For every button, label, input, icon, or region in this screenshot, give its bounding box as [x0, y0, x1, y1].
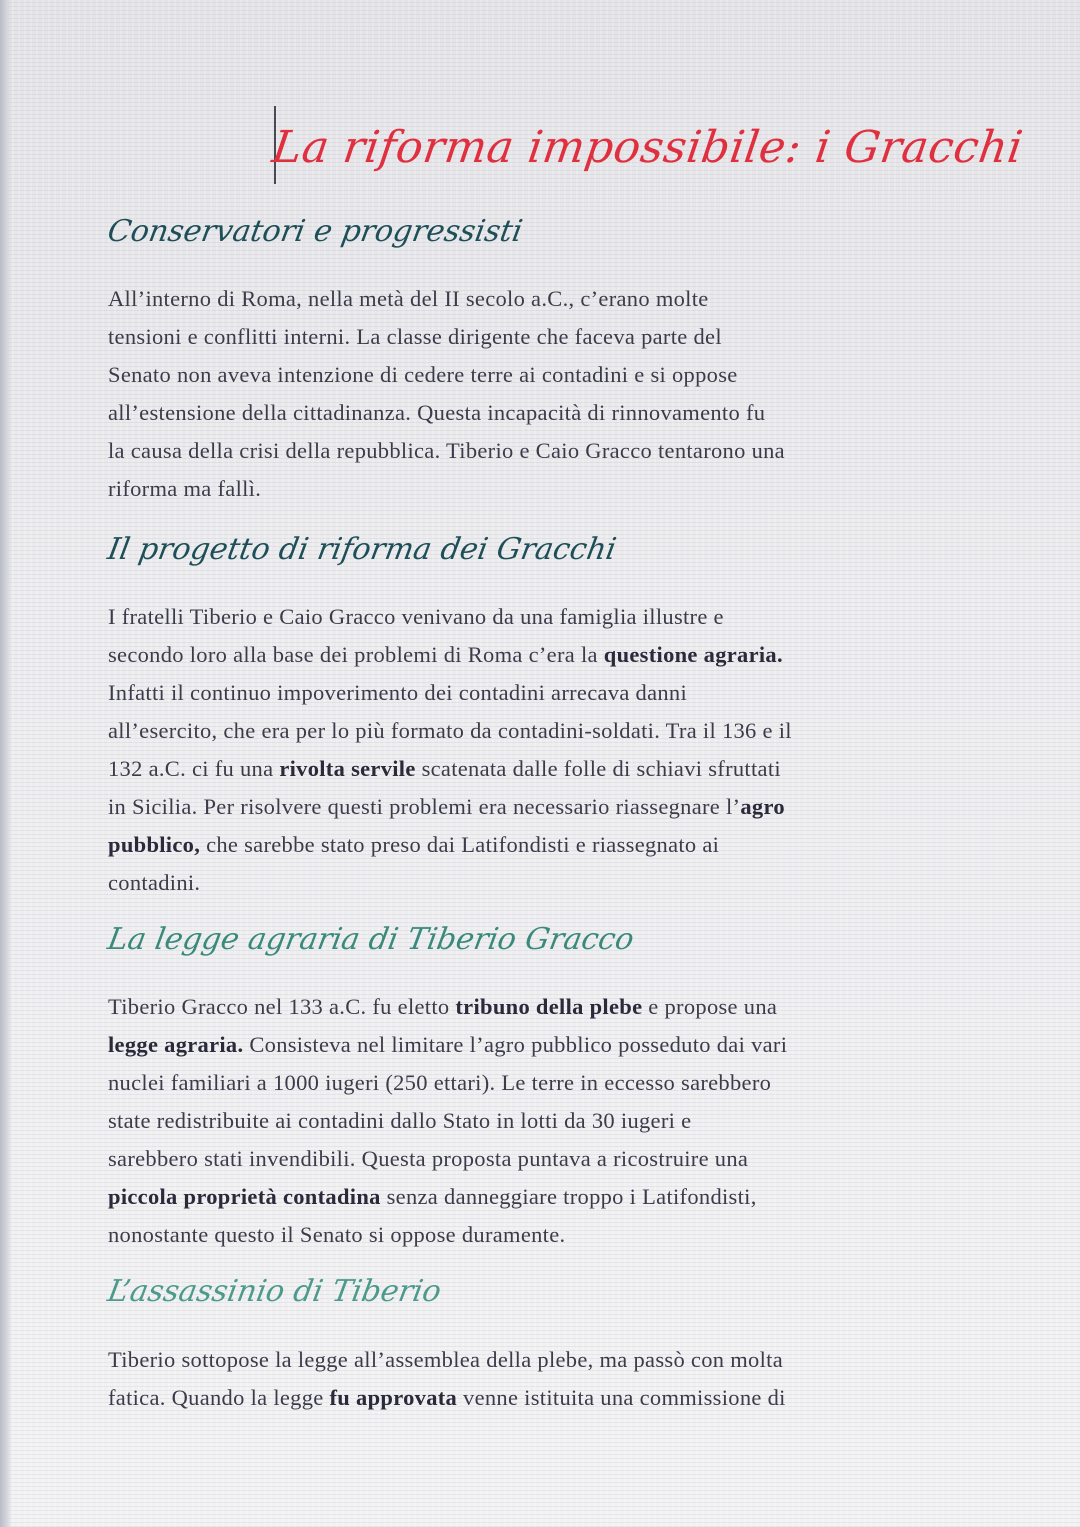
text-run: venne istituita una commissione di	[463, 1385, 786, 1410]
section-heading-legge-agraria: La legge agraria di Tiberio Gracco	[105, 922, 637, 957]
text-line: Infatti il continuo impoverimento dei contadini arrecava danni	[108, 680, 688, 705]
text-line	[108, 988, 998, 1026]
text-run: secondo loro alla base dei problemi di Roma c’era la	[108, 642, 598, 667]
text-run: che sarebbe stato preso dai Latifondisti e riassegnato ai	[206, 832, 720, 857]
text-line: tensioni e conflitti interni. La classe dirigente che faceva parte del	[108, 324, 722, 349]
bold-term: questione agraria.	[603, 642, 783, 667]
text-line: I fratelli Tiberio e Caio Gracco venivano da una famiglia illustre e	[108, 604, 724, 629]
section-text-progetto	[108, 598, 998, 902]
text-run: senza danneggiare troppo i Latifondisti,	[386, 1184, 757, 1209]
text-line: All’interno di Roma, nella metà del II secolo a.C., c’erano molte	[108, 286, 709, 311]
text-line	[108, 636, 998, 674]
text-line: Tiberio sottopose la legge all’assemblea della plebe, ma passò con molta	[108, 1347, 783, 1372]
text-line: la causa della crisi della repubblica. Tiberio e Caio Gracco tentarono una	[108, 438, 785, 463]
text-line: sarebbero stati invendibili. Questa proposta puntava a ricostruire una	[108, 1146, 749, 1171]
text-line	[108, 826, 998, 864]
text-line	[108, 1026, 998, 1064]
text-line	[108, 788, 998, 826]
bold-term: tribuno della plebe	[455, 994, 643, 1019]
section-text-assassinio	[108, 1341, 998, 1417]
section-text-legge-agraria	[108, 988, 998, 1254]
text-line: riforma ma fallì.	[108, 476, 262, 501]
section-text-conservatori	[108, 280, 998, 508]
bold-term: rivolta servile	[279, 756, 416, 781]
text-line: all’estensione della cittadinanza. Questa incapacità di rinnovamento fu	[108, 400, 766, 425]
section-heading-assassinio: L’assassinio di Tiberio	[105, 1274, 444, 1309]
text-run: in Sicilia. Per risolvere questi problemi era necessario riassegnare l’	[108, 794, 741, 819]
section-heading-progetto: Il progetto di riforma dei Gracchi	[105, 532, 619, 567]
bold-term: legge agraria.	[108, 1032, 244, 1057]
text-run: scatenata dalle folle di schiavi sfruttati	[421, 756, 781, 781]
text-run: Consisteva nel limitare l’agro pubblico posseduto dai vari	[249, 1032, 788, 1057]
bold-term: agro	[740, 794, 785, 819]
text-line: Senato non aveva intenzione di cedere terre ai contadini e si oppose	[108, 362, 738, 387]
text-line: state redistribuite ai contadini dallo Stato in lotti da 30 iugeri e	[108, 1108, 692, 1133]
bold-term: piccola proprietà contadina	[108, 1184, 381, 1209]
text-run: Tiberio Gracco nel 133 a.C. fu eletto	[108, 994, 450, 1019]
text-line: all’esercito, che era per lo più formato da contadini-soldati. Tra il 136 e il	[108, 718, 792, 743]
text-run: e propose una	[648, 994, 778, 1019]
section-heading-conservatori: Conservatori e progressisti	[105, 214, 526, 249]
bold-term: pubblico,	[108, 832, 201, 857]
text-run: 132 a.C. ci fu una	[108, 756, 274, 781]
page-title: La riforma impossibile: i Gracchi	[269, 122, 1027, 173]
text-line	[108, 1178, 998, 1216]
text-run: fatica. Quando la legge	[108, 1385, 324, 1410]
bold-term: fu approvata	[329, 1385, 458, 1410]
text-line: nuclei familiari a 1000 iugeri (250 ettari). Le terre in eccesso sarebbero	[108, 1070, 772, 1095]
text-line: nonostante questo il Senato si oppose duramente.	[108, 1222, 566, 1247]
text-line	[108, 750, 998, 788]
text-line: contadini.	[108, 870, 201, 895]
text-line	[108, 1379, 998, 1417]
